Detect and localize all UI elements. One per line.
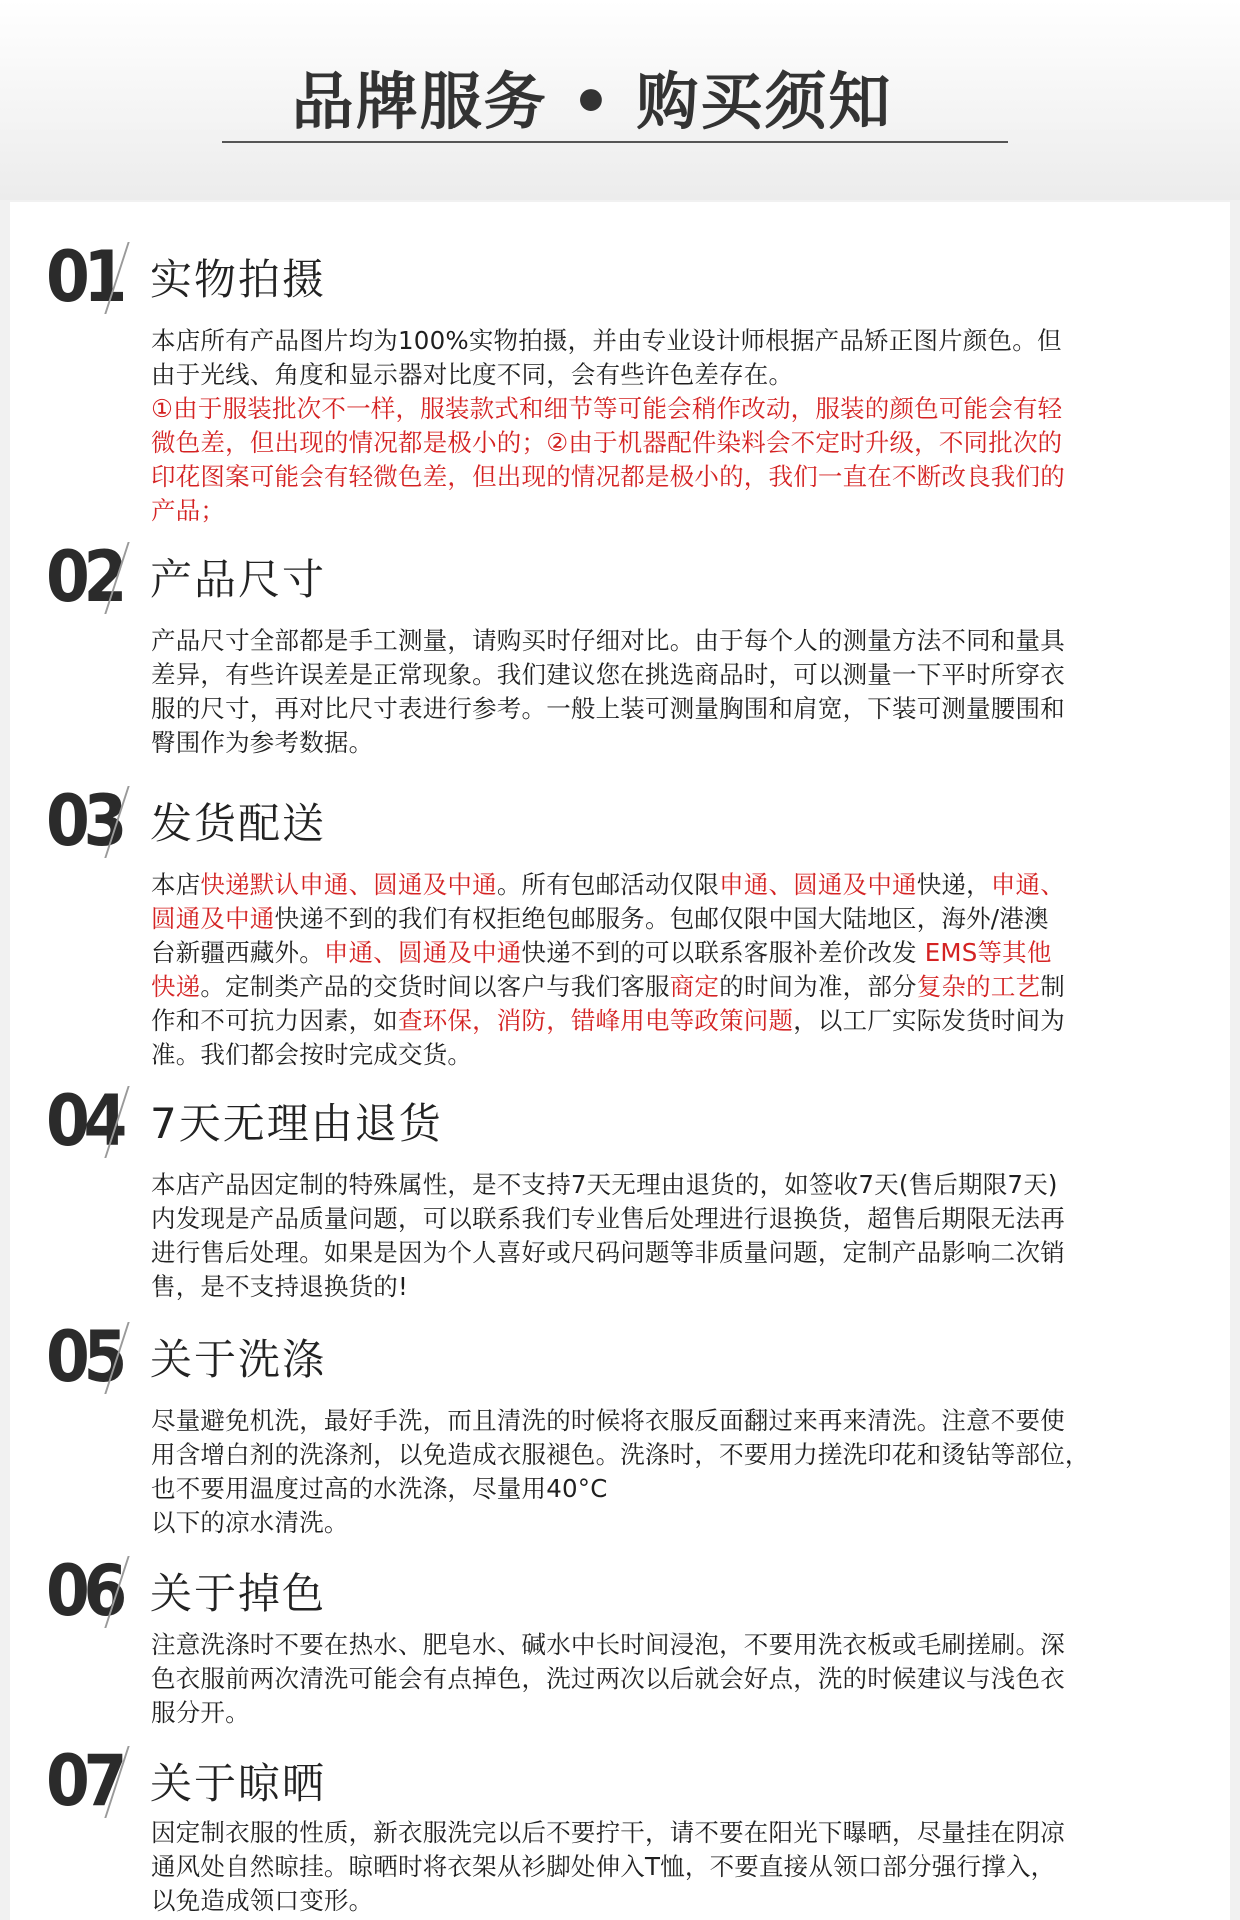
body-line: 服分开。 (151, 1698, 250, 1727)
section-number: 02 (46, 536, 122, 618)
title-underline (222, 141, 1008, 143)
body-line: 作和不可抗力因素，如查环保，消防，错峰用电等政策问题，以工厂实际发货时间为 (151, 1006, 1065, 1035)
body-line: 本店产品因定制的特殊属性，是不支持7天无理由退货的，如签收7天(售后期限7天) (151, 1170, 1058, 1199)
body-line: 色衣服前两次清洗可能会有点掉色，洗过两次以后就会好点，洗的时候建议与浅色衣 (151, 1664, 1065, 1693)
section-title: 7天无理由退货 (150, 1099, 443, 1148)
body-line: 本店快递默认申通、圆通及中通。所有包邮活动仅限申通、圆通及中通快递，申通、 (151, 870, 1065, 899)
body-line-highlight: 产品； (151, 496, 226, 525)
section-number: 03 (46, 780, 122, 862)
body-line-highlight: 微色差，但出现的情况都是极小的；②由于机器配件染料会不定时升级，不同批次的 (151, 428, 1063, 457)
body-line: 本店所有产品图片均为100%实物拍摄，并由专业设计师根据产品矫正图片颜色。但 (151, 326, 1062, 355)
section-title: 发货配送 (150, 799, 327, 848)
body-line-highlight: 印花图案可能会有轻微色差，但出现的情况都是极小的，我们一直在不断改良我们的 (151, 462, 1065, 491)
notice-card (10, 202, 1230, 1920)
section-body (151, 1168, 1201, 1304)
body-line: 快递。定制类产品的交货时间以客户与我们客服商定的时间为准，部分复杂的工艺制 (151, 972, 1065, 1001)
body-line: 注意洗涤时不要在热水、肥皂水、碱水中长时间浸泡，不要用洗衣板或毛刷搓刷。深 (151, 1630, 1065, 1659)
body-line: 也不要用温度过高的水洗涤，尽量用40°C (151, 1474, 608, 1503)
body-line: 以下的凉水清洗。 (151, 1508, 349, 1537)
section-number: 04 (46, 1080, 122, 1162)
section-title: 实物拍摄 (150, 255, 327, 304)
body-line: 以免造成领口变形。 (151, 1886, 374, 1915)
body-line: 尽量避免机洗，最好手洗，而且清洗的时候将衣服反面翻过来再来清洗。注意不要使 (151, 1406, 1065, 1435)
section-body (151, 324, 1201, 528)
body-line: 由于光线、角度和显示器对比度不同，会有些许色差存在。 (151, 360, 794, 389)
section-body (151, 868, 1201, 1072)
body-line: 准。我们都会按时完成交货。 (151, 1040, 473, 1069)
body-line: 圆通及中通快递不到的我们有权拒绝包邮服务。包邮仅限中国大陆地区，海外/港澳 (151, 904, 1049, 933)
body-line: 因定制衣服的性质，新衣服洗完以后不要拧干，请不要在阳光下曝晒，尽量挂在阴凉 (151, 1818, 1065, 1847)
body-line: 臀围作为参考数据。 (151, 728, 374, 757)
body-line: 内发现是产品质量问题，可以联系我们专业售后处理进行退换货，超售后期限无法再 (151, 1204, 1065, 1233)
body-line: 通风处自然晾挂。晾晒时将衣架从衫脚处伸入T恤，不要直接从领口部分强行撑入， (151, 1852, 1056, 1881)
section-title: 关于洗涤 (150, 1335, 327, 1384)
body-line: 售，是不支持退换货的! (151, 1272, 409, 1301)
body-line-highlight: ①由于服装批次不一样，服装款式和细节等可能会稍作改动，服装的颜色可能会有轻 (151, 394, 1063, 423)
body-line: 用含增白剂的洗涤剂，以免造成衣服褪色。洗涤时，不要用力搓洗印花和烫钻等部位， (151, 1440, 1090, 1469)
body-line: 台新疆西藏外。申通、圆通及中通快递不到的可以联系客服补差价改发 EMS等其他 (151, 938, 1052, 967)
section-number: 01 (46, 236, 122, 318)
section-body (151, 1404, 1201, 1540)
section-body (151, 624, 1201, 760)
body-line: 产品尺寸全部都是手工测量，请购买时仔细对比。由于每个人的测量方法不同和量具 (151, 626, 1065, 655)
body-line: 进行售后处理。如果是因为个人喜好或尺码问题等非质量问题，定制产品影响二次销 (151, 1238, 1065, 1267)
section-body (151, 1816, 1201, 1918)
section-number: 07 (46, 1740, 122, 1822)
page-header (0, 0, 1240, 200)
section-number: 06 (46, 1550, 122, 1632)
section-title: 关于掉色 (150, 1569, 327, 1618)
section-number: 05 (46, 1316, 122, 1398)
section-title: 产品尺寸 (150, 555, 327, 604)
section-title: 关于晾晒 (150, 1759, 327, 1808)
page-title: 品牌服务 • 购买须知 (291, 65, 893, 138)
body-line: 差异，有些许误差是正常现象。我们建议您在挑选商品时，可以测量一下平时所穿衣 (151, 660, 1065, 689)
body-line: 服的尺寸，再对比尺寸表进行参考。一般上装可测量胸围和肩宽，下装可测量腰围和 (151, 694, 1065, 723)
section-body (151, 1628, 1201, 1730)
